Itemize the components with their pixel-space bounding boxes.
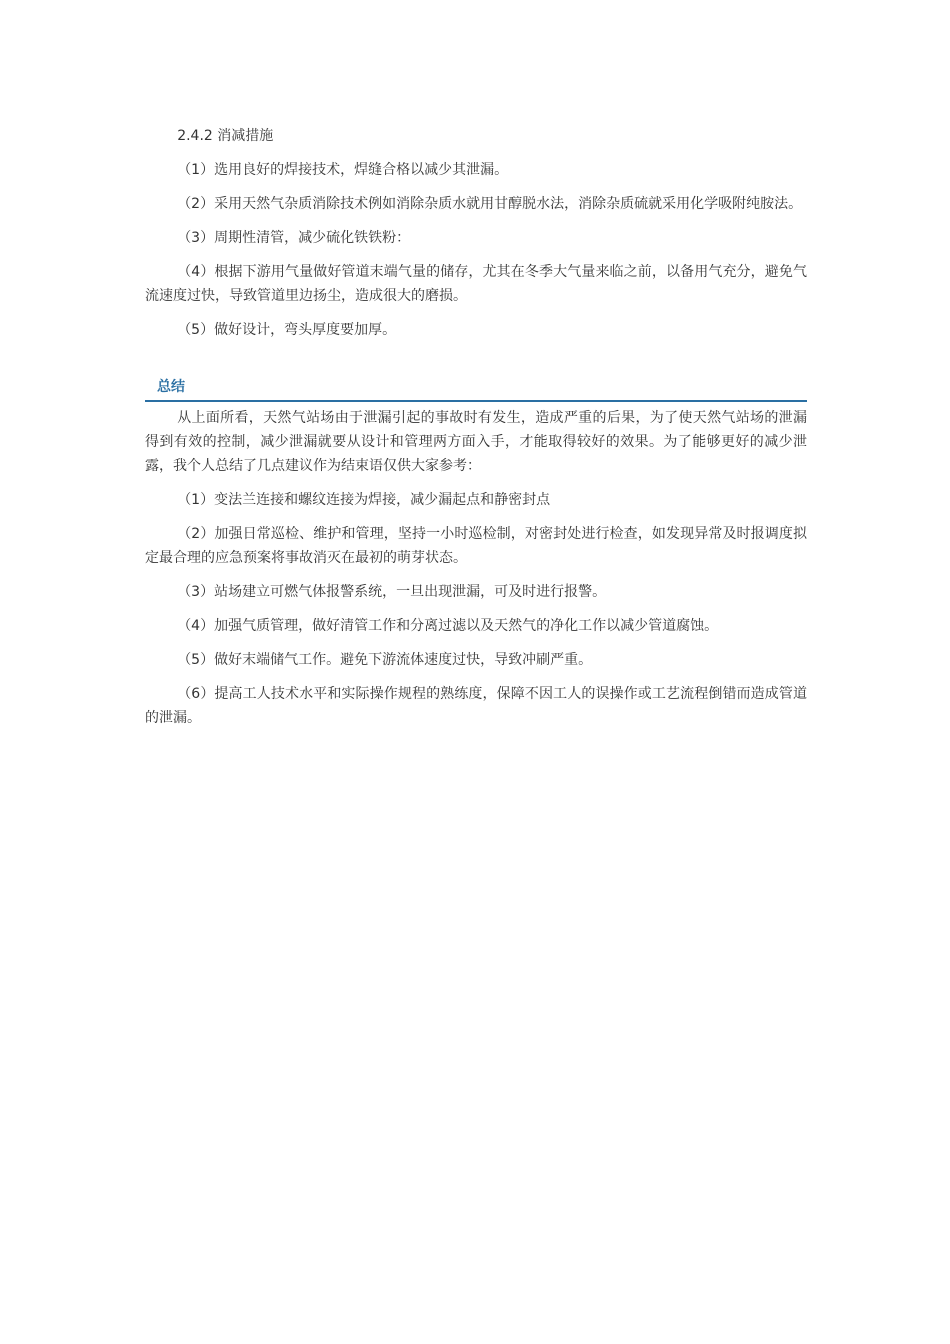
- section-heading-2-4-2: 2.4.2 消减措施: [177, 128, 274, 144]
- summary-item-2: （2）加强日常巡检、维护和管理，坚持一小时巡检制，对密封处进行检查，如发现异常及时报调度拟定最合理的应急预案将事故消灭在最初的萌芽状态。: [145, 526, 807, 566]
- measure-item-3: （3）周期性清管，减少硫化铁铁粉：: [177, 230, 411, 246]
- measure-item-5: （5）做好设计，弯头厚度要加厚。: [177, 322, 397, 338]
- summary-heading: 总结: [145, 376, 807, 402]
- measure-item-4: （4）根据下游用气量做好管道末端气量的储存，尤其在冬季大气量来临之前，以备用气充分，避免气流速度过快，导致管道里边扬尘，造成很大的磨损。: [145, 264, 807, 304]
- summary-intro: 从上面所看，天然气站场由于泄漏引起的事故时有发生，造成严重的后果，为了使天然气站场的泄漏得到有效的控制，减少泄漏就要从设计和管理两方面入手，才能取得较好的效果。为了能够更好的减少泄露，我个人总结了几点建议作为结束语仅供大家参考：: [145, 410, 807, 474]
- document-content: [145, 124, 807, 740]
- summary-item-6: （6）提高工人技术水平和实际操作规程的熟练度，保障不因工人的误操作或工艺流程倒错而造成管道的泄漏。: [145, 686, 807, 726]
- summary-item-1: （1）变法兰连接和螺纹连接为焊接，减少漏起点和静密封点: [177, 492, 551, 508]
- summary-item-5: （5）做好末端储气工作。避免下游流体速度过快，导致冲刷严重。: [177, 652, 593, 668]
- summary-item-3: （3）站场建立可燃气体报警系统，一旦出现泄漏，可及时进行报警。: [177, 584, 607, 600]
- measure-item-2: （2）采用天然气杂质消除技术例如消除杂质水就用甘醇脱水法，消除杂质硫就采用化学吸附纯胺法。: [177, 196, 803, 212]
- measure-item-1: （1）选用良好的焊接技术，焊缝合格以减少其泄漏。: [177, 162, 509, 178]
- summary-item-4: （4）加强气质管理，做好清管工作和分离过滤以及天然气的净化工作以减少管道腐蚀。: [177, 618, 719, 634]
